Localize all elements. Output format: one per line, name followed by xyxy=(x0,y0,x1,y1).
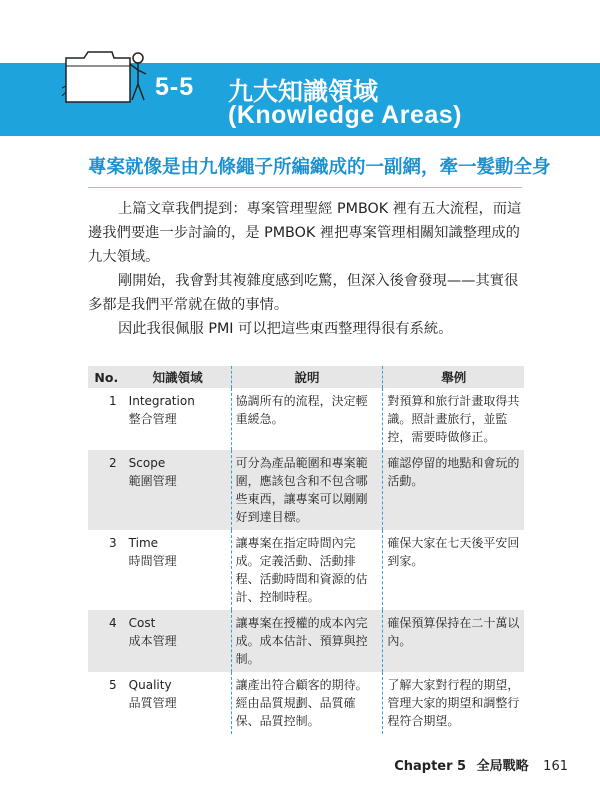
table-row xyxy=(88,450,524,530)
table-row xyxy=(88,388,524,450)
table-row xyxy=(88,530,524,610)
section-title-en: (Knowledge Areas) xyxy=(228,101,463,129)
row-desc: 讓專案在指定時間內完成。定義活動、活動排程、活動時間和資源的估計、控制時程。 xyxy=(231,530,383,610)
area-zh: 時間管理 xyxy=(128,554,177,568)
header-no: No. xyxy=(88,366,125,388)
row-no: 3 xyxy=(109,536,117,550)
area-en: Time xyxy=(128,536,159,550)
folder-icon xyxy=(60,44,152,104)
paragraph-2: 剛開始，我會對其複雜度感到吃驚，但深入後會發現——其實很多都是我們平常就在做的事情。 xyxy=(88,273,519,313)
row-desc: 可分為產品範圍和專案範圍，應該包含和不包含哪些東西，讓專案可以剛剛好到達目標。 xyxy=(231,450,383,530)
row-area xyxy=(125,388,231,450)
page-number: 161 xyxy=(543,759,568,774)
header-desc: 說明 xyxy=(231,366,383,388)
header-example: 舉例 xyxy=(383,366,524,388)
section-title-zh: 九大知識領域 xyxy=(228,77,379,106)
area-en: Scope xyxy=(128,456,166,470)
row-no: 2 xyxy=(88,450,125,530)
row-example: 對預算和旅行計畫取得共識。照計畫旅行，並監控，需要時做修正。 xyxy=(387,394,520,444)
row-desc: 讓產出符合顧客的期待。經由品質規劃、品質確保、品質控制。 xyxy=(231,672,383,734)
area-en: Cost xyxy=(128,616,156,630)
row-area xyxy=(125,672,231,734)
row-area xyxy=(125,530,231,610)
area-zh: 品質管理 xyxy=(128,696,177,710)
row-desc: 協調所有的流程，決定輕重緩急。 xyxy=(231,388,383,450)
divider xyxy=(88,187,522,188)
row-example: 確認停留的地點和會玩的活動。 xyxy=(383,450,524,530)
paragraph-1: 上篇文章我們提到：專案管理聖經 PMBOK 裡有五大流程，而這邊我們要進一步討論的，是 PMBOK 裡把專案管理相關知識整理成的九大領域。 xyxy=(88,201,522,265)
area-en: Quality xyxy=(128,678,172,692)
area-en: Integration xyxy=(128,394,195,408)
header-area: 知識領域 xyxy=(125,366,231,388)
row-no: 4 xyxy=(88,610,125,672)
row-area xyxy=(125,450,231,530)
section-subtitle: 專案就像是由九條繩子所編織成的一副網，牽一髮動全身 xyxy=(88,157,551,178)
area-zh: 整合管理 xyxy=(128,412,177,426)
row-desc: 讓專案在授權的成本內完成。成本估計、預算與控制。 xyxy=(231,610,383,672)
footer-chapter-title: 全局戰略 xyxy=(476,759,529,774)
knowledge-areas-table xyxy=(88,366,524,734)
footer-chapter: Chapter 5 xyxy=(394,759,467,774)
row-no: 5 xyxy=(109,678,117,692)
row-example: 確保大家在七天後平安回到家。 xyxy=(387,536,520,568)
area-zh: 範圍管理 xyxy=(128,474,177,488)
page-footer xyxy=(388,755,568,774)
area-zh: 成本管理 xyxy=(128,634,177,648)
table-header-row xyxy=(88,366,524,388)
section-number: 5-5 xyxy=(155,73,195,101)
row-example: 確保預算保持在二十萬以內。 xyxy=(383,610,524,672)
table-row xyxy=(88,672,524,734)
row-example: 了解大家對行程的期望，管理大家的期望和調整行程符合期望。 xyxy=(387,678,520,728)
row-no: 1 xyxy=(109,394,117,408)
paragraph-3: 因此我很佩服 PMI 可以把這些東西整理得很有系統。 xyxy=(118,321,453,337)
row-area xyxy=(125,610,231,672)
table-row xyxy=(88,610,524,672)
